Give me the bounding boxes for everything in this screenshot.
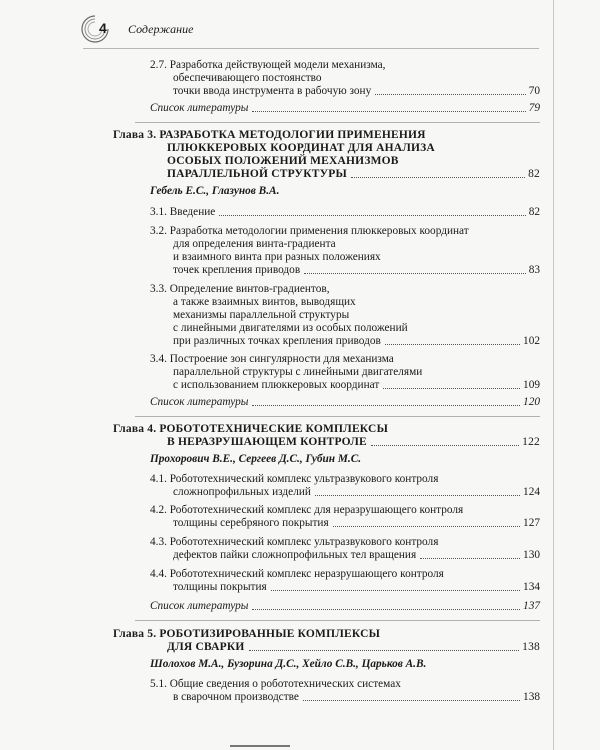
toc-entry-text: точки ввода инструмента в рабочую зону bbox=[173, 85, 372, 97]
toc-entry-5-1[interactable] bbox=[173, 691, 540, 704]
toc-entry-text: в сварочном производстве bbox=[173, 691, 299, 703]
toc-entry-3-2-line2: для определения винта-градиента bbox=[173, 238, 336, 250]
toc-entry-4-3-line1: 4.3. Робототехнический комплекс ультразвукового контроля bbox=[150, 536, 439, 548]
page-ref: 109 bbox=[523, 379, 540, 391]
chapter-4-authors: Прохорович В.Е., Сергеев Д.С., Губин М.С. bbox=[150, 453, 362, 465]
toc-entry-3-3-line2: а также взаимных винтов, выводящих bbox=[173, 296, 356, 308]
toc-entry-4-1-line1: 4.1. Робототехнический комплекс ультразвукового контроля bbox=[150, 473, 439, 485]
toc-references-ch3[interactable] bbox=[150, 396, 540, 409]
chapter-5-title-line1: Глава 5. РОБОТИЗИРОВАННЫЕ КОМПЛЕКСЫ bbox=[113, 628, 381, 640]
chapter-4-entry[interactable] bbox=[167, 436, 540, 449]
running-title: Содержание bbox=[128, 22, 194, 36]
page-number: 4 bbox=[99, 20, 107, 36]
page-ref: 138 bbox=[522, 641, 540, 653]
toc-entry-4-2[interactable] bbox=[173, 517, 540, 530]
toc-entry-2-7-line1: 2.7. Разработка действующей модели механизма, bbox=[150, 59, 386, 71]
toc-entry-text: с использованием плюккеровых координат bbox=[173, 379, 380, 391]
page-ref: 137 bbox=[523, 600, 540, 612]
toc-entry-text: толщины покрытия bbox=[173, 581, 267, 593]
page-ref: 82 bbox=[528, 168, 540, 180]
toc-entry-3-4-line2: параллельной структуры с линейными двигателями bbox=[173, 366, 423, 378]
page-edge bbox=[553, 0, 554, 750]
toc-entry-text: ДЛЯ СВАРКИ bbox=[167, 641, 245, 653]
divider bbox=[135, 122, 540, 123]
toc-references-ch4[interactable] bbox=[150, 600, 540, 613]
toc-entry-4-4[interactable] bbox=[173, 581, 540, 594]
footer-mark bbox=[230, 745, 290, 747]
page-ref: 124 bbox=[523, 486, 540, 498]
page-ref: 79 bbox=[528, 102, 540, 114]
toc-entry-5-1-line1: 5.1. Общие сведения о робототехнических системах bbox=[150, 678, 401, 690]
page-ref: 127 bbox=[523, 517, 540, 529]
chapter-3-entry[interactable] bbox=[167, 168, 540, 181]
toc-entry-3-2-line1: 3.2. Разработка методологии применения плюккеровых координат bbox=[150, 225, 469, 237]
divider bbox=[135, 620, 540, 621]
page-ref: 70 bbox=[528, 85, 540, 97]
toc-entry-4-3[interactable] bbox=[173, 549, 540, 562]
toc-entry-text: при различных точках крепления приводов bbox=[173, 335, 381, 347]
toc-entry-text: Список литературы bbox=[150, 600, 249, 612]
page-ref: 120 bbox=[523, 396, 540, 408]
toc-entry-4-2-line1: 4.2. Робототехнический комплекс для неразрушающего контроля bbox=[150, 504, 464, 516]
toc-entry-2-7-line2: обеспечивающего постоянство bbox=[173, 72, 322, 84]
chapter-3-authors: Гебель Е.С., Глазунов В.А. bbox=[150, 185, 280, 197]
page-ref: 138 bbox=[523, 691, 540, 703]
page-ref: 134 bbox=[523, 581, 540, 593]
toc-entry-text: толщины серебряного покрытия bbox=[173, 517, 329, 529]
chapter-5-authors: Шолохов М.А., Бузорина Д.С., Хейло С.В., Царьков А.В. bbox=[150, 658, 427, 670]
toc-entry-2-7[interactable] bbox=[173, 85, 540, 98]
page-ref: 82 bbox=[528, 206, 540, 218]
chapter-5-entry[interactable] bbox=[167, 641, 540, 654]
chapter-3-title-line1: Глава 3. РАЗРАБОТКА МЕТОДОЛОГИИ ПРИМЕНЕНИЯ bbox=[113, 129, 426, 141]
page-ref: 122 bbox=[522, 436, 540, 448]
toc-entry-3-2[interactable] bbox=[173, 264, 540, 277]
toc-entry-text: 3.1. Введение bbox=[150, 206, 216, 218]
toc-entry-text: ПАРАЛЛЕЛЬНОЙ СТРУКТУРЫ bbox=[167, 168, 347, 180]
toc-references-ch2[interactable] bbox=[150, 102, 540, 115]
toc-entry-text: точек крепления приводов bbox=[173, 264, 301, 276]
toc-entry-3-3-line1: 3.3. Определение винтов-градиентов, bbox=[150, 283, 330, 295]
toc-entry-4-4-line1: 4.4. Робототехнический комплекс неразрушающего контроля bbox=[150, 568, 444, 580]
toc-entry-4-1[interactable] bbox=[173, 486, 540, 499]
page-ref: 83 bbox=[528, 264, 540, 276]
header-rule bbox=[83, 48, 539, 49]
chapter-3-title-line2: ПЛЮККЕРОВЫХ КООРДИНАТ ДЛЯ АНАЛИЗА bbox=[167, 142, 435, 154]
toc-entry-text: сложнопрофильных изделий bbox=[173, 486, 311, 498]
page-ref: 130 bbox=[523, 549, 540, 561]
chapter-4-title-line1: Глава 4. РОБОТОТЕХНИЧЕСКИЕ КОМПЛЕКСЫ bbox=[113, 423, 389, 435]
toc-entry-3-1[interactable] bbox=[150, 206, 540, 219]
toc-entry-3-3-line3: механизмы параллельной структуры bbox=[173, 309, 350, 321]
toc-entry-3-3-line4: с линейными двигателями из особых положений bbox=[173, 322, 408, 334]
toc-entry-text: В НЕРАЗРУШАЮЩЕМ КОНТРОЛЕ bbox=[167, 436, 367, 448]
toc-entry-text: Список литературы bbox=[150, 102, 249, 114]
toc-entry-text: Список литературы bbox=[150, 396, 249, 408]
divider bbox=[135, 416, 540, 417]
toc-entry-3-2-line3: и взаимного винта при разных положениях bbox=[173, 251, 381, 263]
toc-entry-3-4-line1: 3.4. Построение зон сингулярности для механизма bbox=[150, 353, 394, 365]
toc-entry-3-3[interactable] bbox=[173, 335, 540, 348]
page-ref: 102 bbox=[523, 335, 540, 347]
toc-entry-text: дефектов пайки сложнопрофильных тел вращения bbox=[173, 549, 417, 561]
toc-entry-3-4[interactable] bbox=[173, 379, 540, 392]
chapter-3-title-line3: ОСОБЫХ ПОЛОЖЕНИЙ МЕХАНИЗМОВ bbox=[167, 155, 399, 167]
